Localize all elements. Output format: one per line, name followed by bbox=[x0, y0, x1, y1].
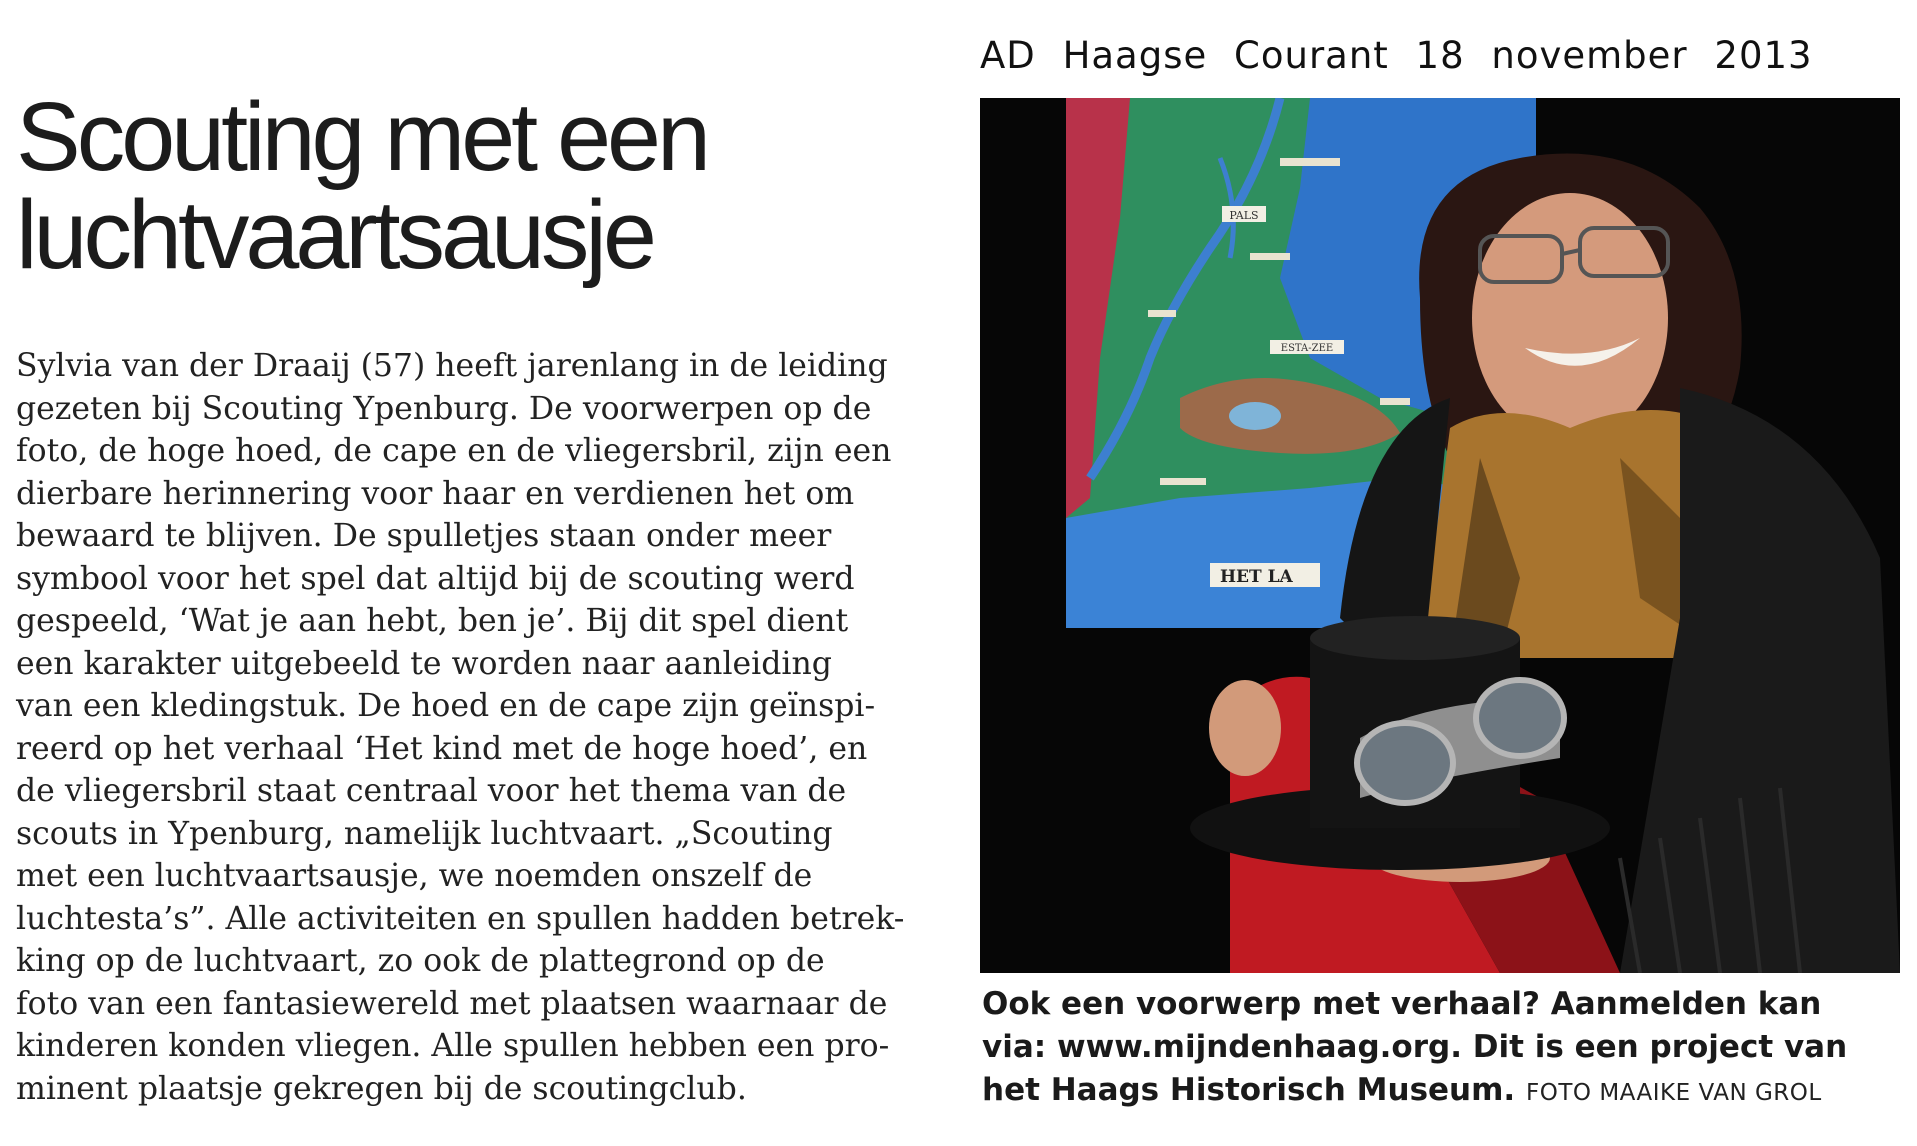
map-label-pals: PALS bbox=[1229, 209, 1259, 222]
body-line: gezeten bij Scouting Ypenburg. De voorwerpen op de bbox=[16, 390, 872, 427]
article-photo bbox=[980, 98, 1900, 973]
body-line: met een luchtvaartsausje, we noemden onszelf de bbox=[16, 858, 813, 894]
body-line: Sylvia van der Draaij (57) heeft jarenlang in de leiding bbox=[16, 348, 888, 384]
caption-line-3 bbox=[982, 1069, 1912, 1115]
map-label-het-la: HET LA bbox=[1220, 567, 1293, 587]
body-line: dierbare herinnering voor haar en verdienen het om bbox=[16, 475, 855, 512]
headline-line: luchtvaartsausje bbox=[16, 180, 653, 289]
body-line: king op de luchtvaart, zo ook de plattegrond op de bbox=[16, 943, 825, 979]
body-line: een karakter uitgebeeld te worden naar aanleiding bbox=[16, 645, 832, 682]
body-line: van een kledingstuk. De hoed en de cape zijn geïnspi- bbox=[16, 688, 876, 724]
body-line: kinderen konden vliegen. Alle spullen hebben een pro- bbox=[16, 1028, 890, 1064]
photo-credit: FOTO MAAIKE VAN GROL bbox=[1526, 1080, 1822, 1106]
body-line: foto, de hoge hoed, de cape en de vliegersbril, zijn een bbox=[16, 433, 892, 469]
body-line: gespeeld, ‘Wat je aan hebt, ben je’. Bij dit spel dient bbox=[16, 603, 849, 639]
body-line: symbool voor het spel dat altijd bij de scouting werd bbox=[16, 560, 855, 597]
photo-caption bbox=[982, 983, 1912, 1115]
headline bbox=[16, 82, 936, 289]
body-line: foto van een fantasiewereld met plaatsen waarnaar de bbox=[16, 985, 888, 1022]
body-line: scouts in Ypenburg, namelijk luchtvaart. „Scouting bbox=[16, 815, 833, 852]
caption-line-3-text: het Haags Historisch Museum. bbox=[982, 1072, 1516, 1108]
body-line: de vliegersbril staat centraal voor het thema van de bbox=[16, 773, 847, 809]
caption-line-1: Ook een voorwerp met verhaal? Aanmelden kan bbox=[982, 986, 1822, 1022]
body-line: minent plaatsje gekregen bij de scoutingclub. bbox=[16, 1070, 747, 1107]
caption-line-2: via: www.mijndenhaag.org. Dit is een project van bbox=[982, 1029, 1848, 1065]
body-line: luchtesta’s”. Alle activiteiten en spullen hadden betrek- bbox=[16, 900, 905, 937]
headline-line: Scouting met een bbox=[16, 82, 707, 191]
article-body bbox=[16, 345, 936, 1110]
body-line: reerd op het verhaal ‘Het kind met de hoge hoed’, en bbox=[16, 730, 868, 767]
map-label-esta-zee: ESTA-ZEE bbox=[1280, 343, 1334, 354]
source-line: AD Haagse Courant 18 november 2013 bbox=[980, 34, 1813, 77]
body-line: bewaard te blijven. De spulletjes staan onder meer bbox=[16, 518, 832, 554]
